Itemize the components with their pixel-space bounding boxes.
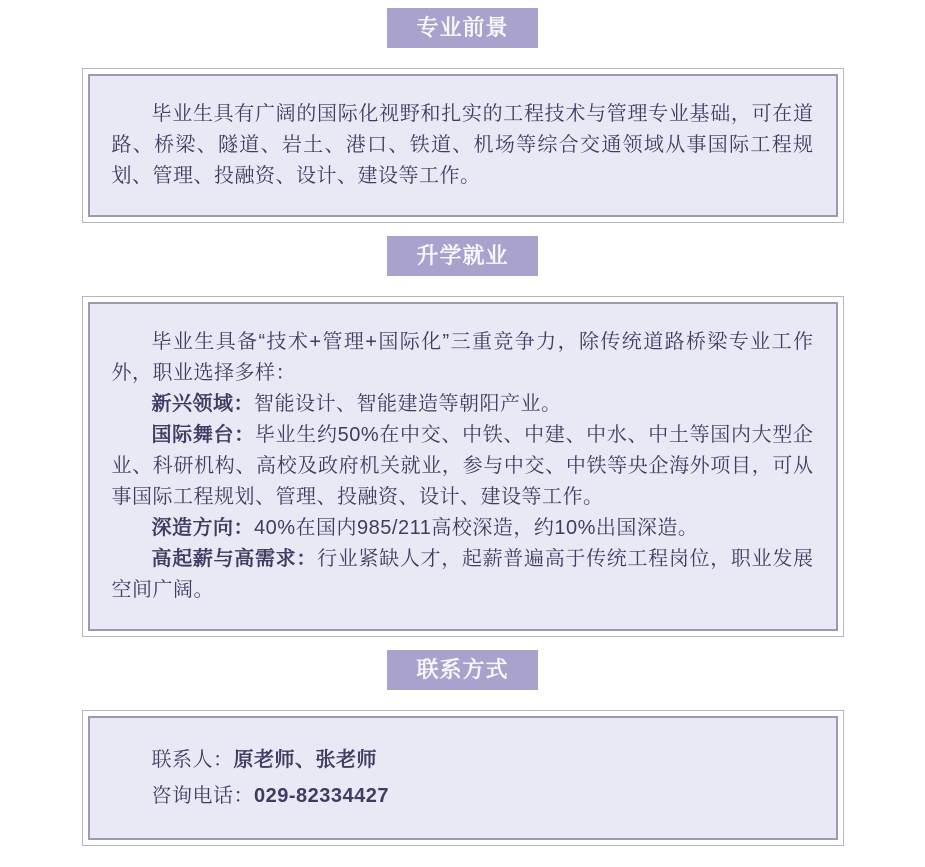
career-prospects-box-content xyxy=(88,74,838,217)
employment-paragraph-international-stage xyxy=(112,420,814,513)
contact-person-label: 联系人： xyxy=(151,749,234,771)
badge-row xyxy=(0,8,925,48)
contact-phone-value: 029-82334427 xyxy=(254,785,390,807)
contact-phone-line xyxy=(112,778,814,814)
section-contact xyxy=(0,650,925,846)
career-prospects-box xyxy=(82,68,844,223)
career-prospects-paragraph xyxy=(112,99,814,192)
paragraph-text: 行业紧缺人才，起薪普遍高于传统工程岗位，职业发展空间广阔。 xyxy=(111,548,814,601)
employment-paragraph-high-salary xyxy=(112,544,814,606)
contact-phone-label: 咨询电话： xyxy=(151,785,254,807)
contact-box xyxy=(82,710,844,846)
section-badge-career-prospects: 专业前景 xyxy=(387,8,537,48)
section-badge-contact: 联系方式 xyxy=(387,650,537,690)
paragraph-text: 毕业生具有广阔的国际化视野和扎实的工程技术与管理专业基础，可在道路、桥梁、隧道、岩土、港口、铁道、机场等综合交通领域从事国际工程规划、管理、投融资、设计、建设等工作。 xyxy=(111,103,814,187)
section-career-prospects xyxy=(0,8,925,223)
employment-paragraph-emerging-fields xyxy=(112,389,814,420)
badge-row xyxy=(0,650,925,690)
contact-person-value: 原老师、张老师 xyxy=(233,749,377,771)
paragraph-text: 40%在国内985/211高校深造，约10%出国深造。 xyxy=(254,517,699,539)
paragraph-lead: 国际舞台： xyxy=(151,424,255,446)
contact-box-content xyxy=(88,716,838,840)
paragraph-text: 毕业生约50%在中交、中铁、中建、中水、中土等国内大型企业、科研机构、高校及政府机关就业，参与中交、中铁等央企海外项目，可从事国际工程规划、管理、投融资、设计、建设等工作。 xyxy=(111,424,814,508)
employment-box xyxy=(82,296,844,637)
employment-box-content xyxy=(88,302,838,631)
employment-paragraph-further-study xyxy=(112,513,814,544)
employment-intro-paragraph xyxy=(112,327,814,389)
paragraph-lead: 新兴领域： xyxy=(151,393,254,415)
paragraph-lead: 高起薪与高需求： xyxy=(151,548,318,570)
badge-row xyxy=(0,236,925,276)
paragraph-text: 毕业生具备“技术+管理+国际化”三重竞争力，除传统道路桥梁专业工作外，职业选择多样： xyxy=(111,331,814,384)
contact-person-line xyxy=(112,742,814,778)
section-employment xyxy=(0,236,925,637)
section-badge-employment: 升学就业 xyxy=(387,236,537,276)
paragraph-lead: 深造方向： xyxy=(151,517,254,539)
paragraph-text: 智能设计、智能建造等朝阳产业。 xyxy=(254,393,562,415)
